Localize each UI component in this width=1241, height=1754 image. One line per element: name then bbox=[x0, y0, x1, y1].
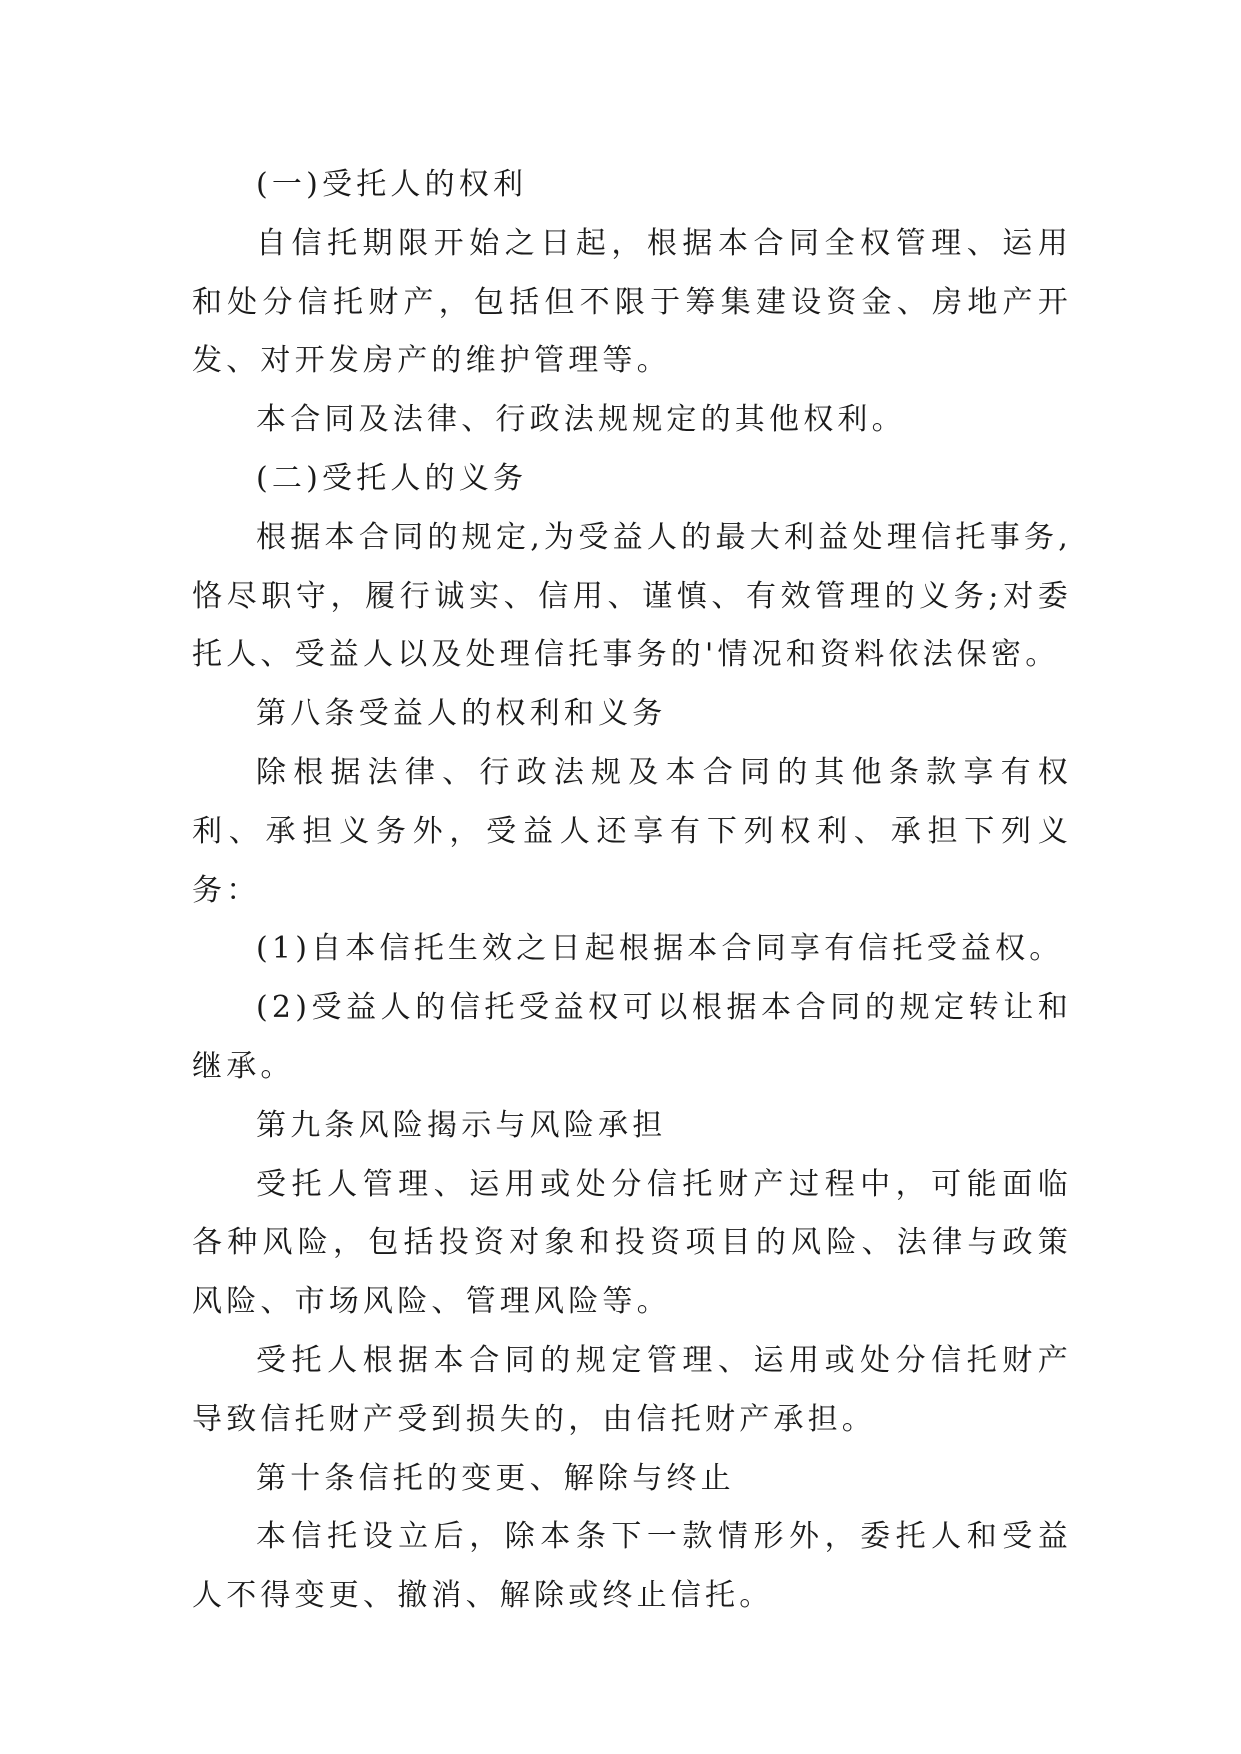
heading-article-10: 第十条信托的变更、解除与终止 bbox=[256, 1460, 735, 1496]
list-item: (1)自本信托生效之日起根据本合同享有信托受益权。 bbox=[256, 931, 1064, 967]
heading-article-9: 第九条风险揭示与风险承担 bbox=[256, 1107, 667, 1143]
paragraph: 除根据法律、行政法规及本合同的其他条款享有权利、承担义务外，受益人还享有下列权利、承担下列义务： bbox=[192, 754, 1072, 908]
document-body bbox=[192, 156, 1072, 1626]
paragraph: 自信托期限开始之日起，根据本合同全权管理、运用和处分信托财产，包括但不限于筹集建设资金、房地产开发、对开发房产的维护管理等。 bbox=[192, 225, 1072, 379]
paragraph: 本合同及法律、行政法规规定的其他权利。 bbox=[256, 402, 906, 438]
paragraph: 本信托设立后，除本条下一款情形外，委托人和受益人不得变更、撤消、解除或终止信托。 bbox=[192, 1519, 1072, 1614]
heading-trustee-obligations: (二)受托人的义务 bbox=[256, 460, 528, 496]
paragraph: 受托人管理、运用或处分信托财产过程中，可能面临各种风险，包括投资对象和投资项目的风险、法律与政策风险、市场风险、管理风险等。 bbox=[192, 1166, 1072, 1320]
list-item: (2)受益人的信托受益权可以根据本合同的规定转让和继承。 bbox=[192, 990, 1072, 1084]
paragraph: 根据本合同的规定,为受益人的最大利益处理信托事务,恪尽职守，履行诚实、信用、谨慎、有效管理的义务;对委托人、受益人以及处理信托事务的'情况和资料依法保密。 bbox=[192, 519, 1072, 673]
paragraph: 受托人根据本合同的规定管理、运用或处分信托财产导致信托财产受到损失的，由信托财产承担。 bbox=[192, 1342, 1072, 1437]
heading-article-8: 第八条受益人的权利和义务 bbox=[256, 696, 667, 732]
heading-trustee-rights: (一)受托人的权利 bbox=[256, 167, 528, 202]
